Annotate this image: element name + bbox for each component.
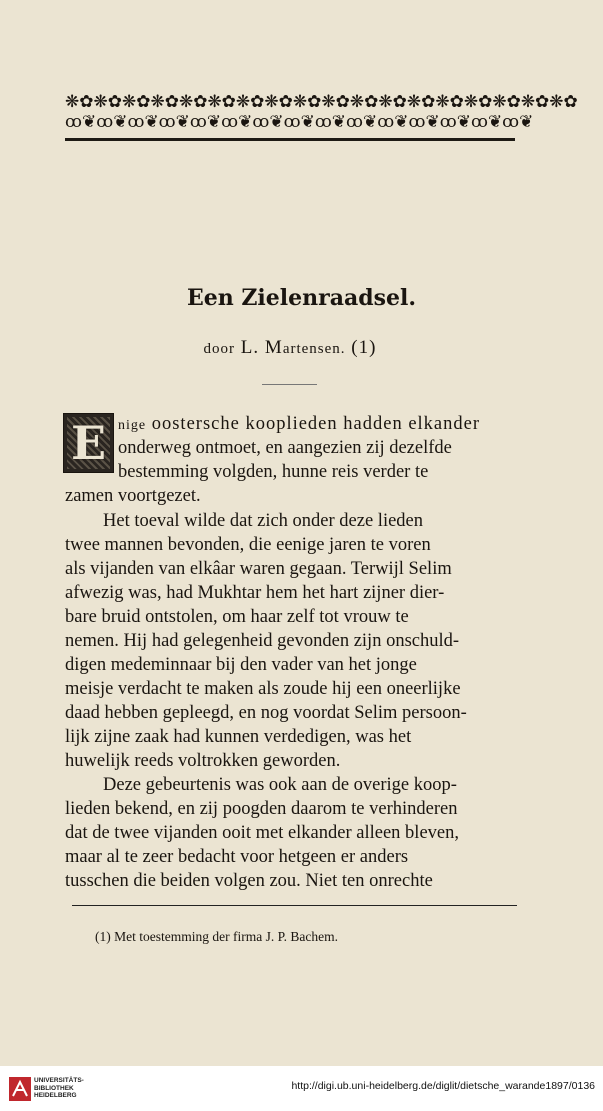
body-line: twee mannen bevonden, die eenige jaren te voren <box>65 535 431 555</box>
body-line: tusschen die beiden volgen zou. Niet ten onrechte <box>65 871 433 891</box>
separator-rule <box>262 384 317 385</box>
ornament-flower-band: ❋✿❋✿❋✿❋✿❋✿❋✿❋✿❋✿❋✿❋✿❋✿❋✿❋✿❋✿❋✿❋✿❋✿❋✿ <box>65 92 578 111</box>
body-line: onderweg ontmoet, en aangezien zij dezelfde <box>118 438 452 458</box>
body-line: daad hebben gepleegd, en nog voordat Selim persoon- <box>65 703 467 723</box>
body-line: Het toeval wilde dat zich onder deze lieden <box>103 511 424 531</box>
decorative-header-ornament <box>65 92 578 144</box>
byline-initial: L. <box>240 337 260 358</box>
body-line: bestemming volgden, hunne reis verder te <box>118 462 429 482</box>
footnote-separator <box>72 905 517 906</box>
byline-door: door <box>203 341 236 357</box>
body-line <box>118 413 480 437</box>
body-line: meisje verdacht te maken als zoude hij een oneerlijke <box>65 679 461 699</box>
body-line: lijk zijne zaak had kunnen verdedigen, was het <box>65 727 412 747</box>
logo-line-3: HEIDELBERG <box>34 1092 77 1099</box>
line-text: oostersche kooplieden hadden elkander <box>151 414 481 434</box>
body-line: bare bruid ontstolen, om haar zelf tot vrouw te <box>65 607 409 627</box>
viewer-footer-bar <box>0 1066 603 1111</box>
byline-name-first: M <box>264 337 283 358</box>
body-line: als vijanden van elkâar waren gegaan. Terwijl Selim <box>65 559 452 579</box>
source-url-link[interactable]: http://digi.ub.uni-heidelberg.de/diglit/dietsche_warande1897/0136 <box>291 1080 595 1092</box>
body-line: nemen. Hij had gelegenheid gevonden zijn onschuld- <box>65 631 460 651</box>
body-line: Deze gebeurtenis was ook aan de overige koop- <box>103 775 457 795</box>
byline-name-rest: artensen. <box>282 341 346 357</box>
body-line: zamen voortgezet. <box>65 486 201 506</box>
body-line: afwezig was, had Mukhtar hem het hart zijner dier- <box>65 583 445 603</box>
body-line: lieden bekend, en zij poogden daarom te verhinderen <box>65 799 458 819</box>
logo-line-1: UNIVERSITÄTS- <box>34 1077 84 1084</box>
ornament-rule <box>65 138 515 141</box>
logo-line-2: BIBLIOTHEK <box>34 1084 74 1092</box>
drop-cap-initial <box>63 413 114 473</box>
library-logo-text <box>34 1077 84 1100</box>
footnote-text: (1) Met toestemming der firma J. P. Bachem. <box>95 929 338 944</box>
body-line: maar al te zeer bedacht voor hetgeen er anders <box>65 847 409 867</box>
author-byline <box>0 337 580 359</box>
university-library-logo-icon[interactable] <box>8 1076 32 1102</box>
body-line: huwelijk reeds voltrokken geworden. <box>65 751 341 771</box>
chapter-title: Een Zielenraadsel. <box>186 285 417 311</box>
first-word-smallcaps: nige <box>118 418 147 433</box>
drop-cap-letter: E <box>70 416 107 470</box>
body-line: digen medeminnaar bij den vader van het jonge <box>65 655 417 675</box>
body-line: dat de twee vijanden ooit met elkander alleen bleven, <box>65 823 459 843</box>
byline-footnote-ref: (1) <box>351 337 377 358</box>
ornament-scroll-band: ꝏ❦ꝏ❦ꝏ❦ꝏ❦ꝏ❦ꝏ❦ꝏ❦ꝏ❦ꝏ❦ꝏ❦ꝏ❦ꝏ❦ꝏ❦ꝏ❦ꝏ❦ <box>65 112 534 131</box>
